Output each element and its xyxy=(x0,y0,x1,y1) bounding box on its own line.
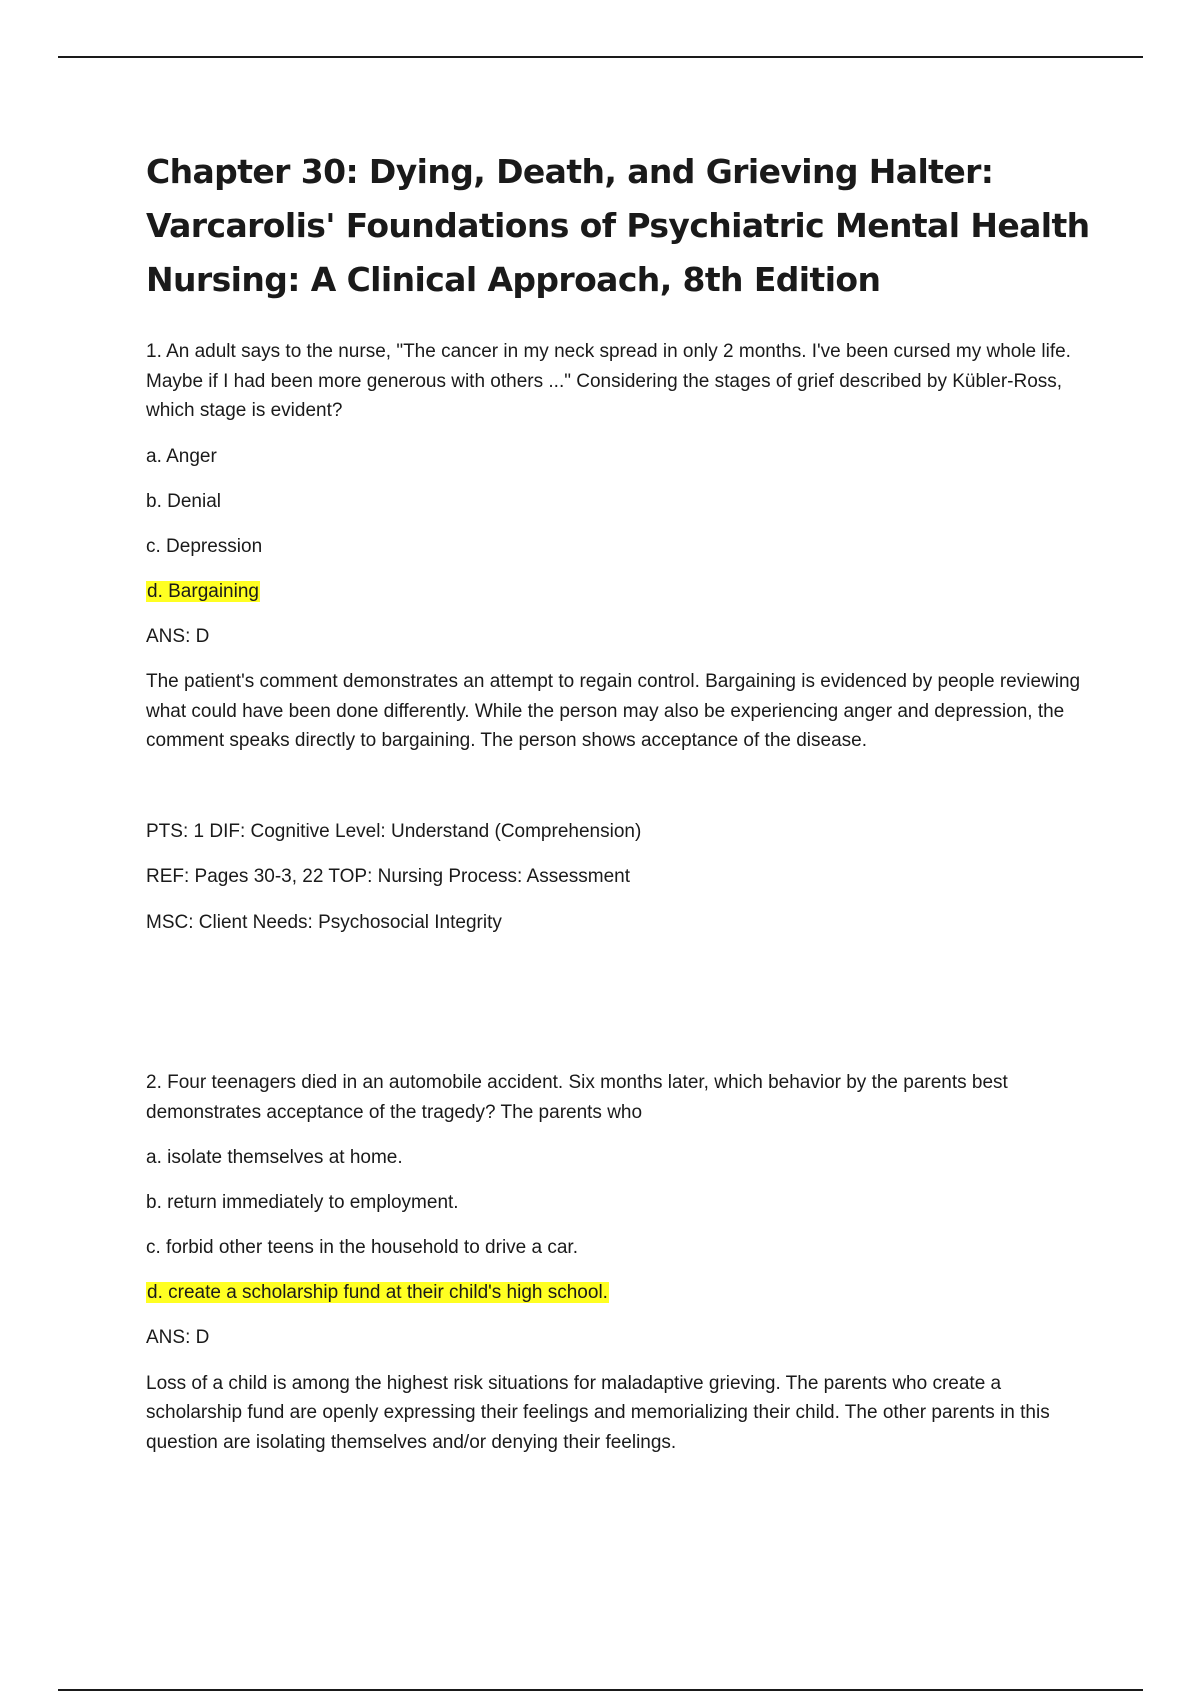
question-2 xyxy=(146,1068,1091,1457)
question-stem: 2. Four teenagers died in an automobile accident. Six months later, which behavior by the parents best demonstrates acceptance of the tragedy? The parents who xyxy=(146,1072,1008,1123)
rationale: The patient's comment demonstrates an attempt to regain control. Bargaining is evidenced by people reviewing what could have been done differently. While the person may also be experiencing anger and depression, the comment speaks directly to bargaining. The person shows acceptance of the disease. xyxy=(146,671,1081,751)
highlight: d. Bargaining xyxy=(147,580,259,602)
reference-topic: REF: Pages 30-3, 22 TOP: Nursing Process: Assessment xyxy=(146,866,631,887)
answer-option: a. isolate themselves at home. xyxy=(146,1147,403,1168)
answer-option: a. Anger xyxy=(146,445,217,467)
correct-answer-option xyxy=(146,577,1091,606)
answer-key: ANS: D xyxy=(146,625,210,647)
rationale: Loss of a child is among the highest risk situations for maladaptive grieving. The parents who create a scholarship fund are openly expressing their feelings and memorializing their child. The other parents in this question are isolating themselves and/or denying their feelings. xyxy=(146,1372,1050,1453)
points-difficulty: PTS: 1 DIF: Cognitive Level: Understand (Comprehension) xyxy=(146,820,642,842)
question-stem: 1. An adult says to the nurse, "The cancer in my neck spread in only 2 months. I've been cursed my whole life. Maybe if I had been more generous with others ..." Considering the stages of grief described by Kübler-Ross, which stage is evident? xyxy=(146,341,1071,421)
question-1 xyxy=(146,337,1091,937)
highlight: d. create a scholarship fund at their child's high school. xyxy=(147,1282,608,1303)
answer-option: b. return immediately to employment. xyxy=(146,1192,459,1213)
top-rule xyxy=(58,56,1143,58)
spacer xyxy=(146,953,1091,1068)
document-body xyxy=(146,145,1091,1457)
correct-answer-option xyxy=(146,1278,1091,1307)
answer-option: c. forbid other teens in the household to drive a car. xyxy=(146,1237,578,1258)
answer-option: b. Denial xyxy=(146,490,221,512)
bottom-rule xyxy=(58,1689,1143,1691)
answer-option: c. Depression xyxy=(146,535,263,557)
client-needs: MSC: Client Needs: Psychosocial Integrity xyxy=(146,911,502,933)
answer-key: ANS: D xyxy=(146,1327,210,1348)
page-title: Chapter 30: Dying, Death, and Grieving Halter: Varcarolis' Foundations of Psychiatric Mental Health Nursing: A Clinical Approach, 8th Edition xyxy=(146,152,1090,299)
